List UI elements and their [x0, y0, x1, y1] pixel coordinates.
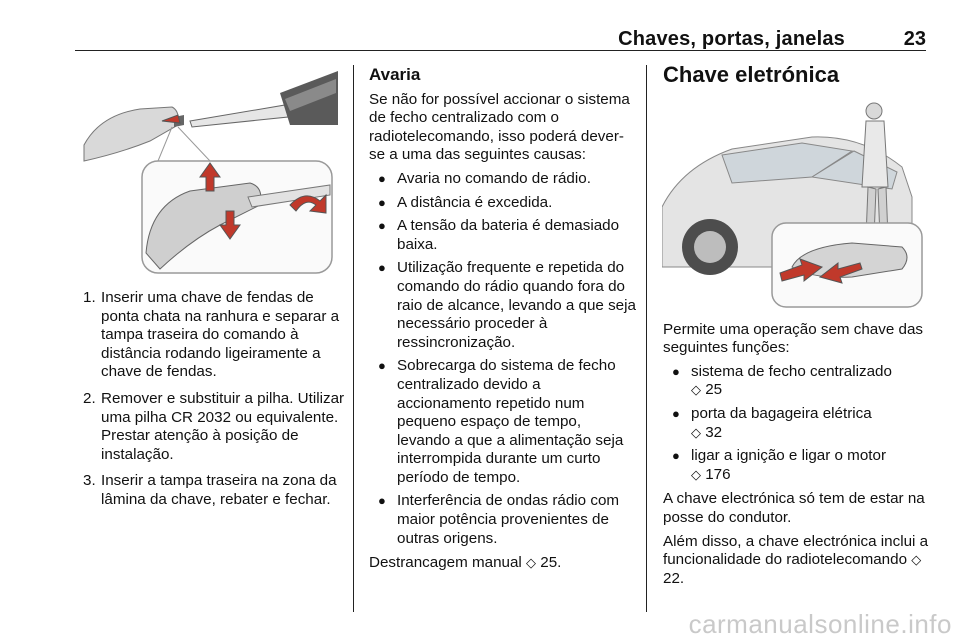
- header-divider: [75, 50, 926, 51]
- steps-list: [83, 289, 345, 510]
- reference-arrow-icon: ◇: [691, 382, 701, 398]
- column-divider-right: [646, 65, 647, 612]
- bullet-icon: ●: [672, 363, 680, 379]
- list-item: [369, 217, 637, 254]
- list-item-text: porta da bagageira elétrica: [691, 404, 872, 422]
- section-heading: Avaria: [369, 65, 421, 84]
- paragraph: A chave electrónica só tem de estar na posse do condutor.: [663, 490, 925, 526]
- list-item: [663, 447, 933, 484]
- bullet-icon: ●: [378, 358, 386, 374]
- reference-link[interactable]: [691, 466, 933, 485]
- step-number: 3.: [83, 472, 96, 490]
- list-item: [369, 259, 637, 352]
- intro-paragraph: Permite uma operação sem chave das seguintes funções:: [663, 320, 924, 357]
- bullet-icon: ●: [378, 260, 386, 276]
- list-item-text: Interferência de ondas rádio com maior potência provenientes de outras origens.: [397, 492, 620, 547]
- electronic-key-section: [663, 62, 933, 593]
- paragraph-text: Além disso, a chave electrónica inclui a funcionalidade do radiotelecomando: [663, 532, 929, 569]
- intro-paragraph: Se não for possível accionar o sistema de fecho centralizado com o radiotelecomando, isso poderá dever-se a uma das seguintes causas:: [369, 90, 630, 164]
- paragraph: [663, 533, 933, 589]
- cross-reference: [369, 554, 637, 573]
- section-heading: Chave eletrónica: [663, 62, 840, 87]
- list-item-text: A distância é excedida.: [397, 193, 553, 211]
- step-number: 2.: [83, 389, 96, 407]
- list-item: [369, 170, 637, 189]
- figure-spacer: [663, 89, 933, 321]
- list-item: [663, 363, 933, 400]
- reference-page[interactable]: 25.: [540, 554, 562, 572]
- bullet-icon: ●: [378, 194, 386, 210]
- cross-reference-text: Destrancagem manual: [369, 554, 522, 572]
- page-number: 23: [903, 28, 926, 50]
- list-item-text: Sobrecarga do sistema de fecho centralizado devido a accionamento repetido num pequeno espaço de tempo, levando a que a alimentação seja interrompida durante um curto período de tempo.: [397, 357, 624, 486]
- reference-link[interactable]: [691, 381, 933, 400]
- reference-page[interactable]: 22.: [663, 569, 685, 587]
- list-item: [369, 492, 637, 548]
- battery-replacement-steps: [83, 289, 345, 518]
- bullet-icon: ●: [378, 170, 386, 186]
- step-text: Inserir uma chave de fendas de ponta chata na ranhura e separar a tampa traseira do comando à distância rodando ligeiramente a chave de fendas.: [101, 289, 340, 381]
- column-divider-left: [353, 65, 354, 612]
- step-number: 1.: [83, 289, 96, 306]
- functions-list: [663, 363, 933, 485]
- list-item: [83, 472, 345, 509]
- list-item: [83, 390, 345, 464]
- list-item-text: Avaria no comando de rádio.: [397, 169, 591, 187]
- reference-link[interactable]: [691, 424, 933, 443]
- reference-page: 25: [705, 381, 723, 399]
- list-item-text: sistema de fecho centralizado: [691, 362, 892, 380]
- fault-section: [369, 66, 637, 578]
- reference-arrow-icon: ◇: [691, 424, 701, 440]
- step-text: Inserir a tampa traseira na zona da lâmina da chave, rebater e fechar.: [101, 472, 337, 508]
- list-item: [83, 289, 345, 382]
- list-item: [369, 194, 637, 213]
- key-fob-screwdriver-illustration: [80, 65, 340, 277]
- reference-arrow-icon: ◇: [911, 552, 922, 568]
- list-item: [369, 357, 637, 487]
- bullet-icon: ●: [672, 448, 680, 464]
- list-item-text: Utilização frequente e repetida do comando do rádio quando fora do raio de alcance, levando a que seja necessário proceder à ressincronização.: [397, 259, 636, 351]
- causes-list: [369, 170, 637, 548]
- list-item-text: A tensão da bateria é demasiado baixa.: [397, 217, 620, 253]
- reference-arrow-icon: ◇: [691, 466, 701, 482]
- watermark: carmanualsonline.info: [688, 609, 952, 639]
- page-section-title: Chaves, portas, janelas: [618, 28, 845, 50]
- bullet-icon: ●: [378, 218, 386, 234]
- list-item: [663, 405, 933, 442]
- bullet-icon: ●: [378, 493, 386, 509]
- reference-page: 176: [705, 465, 731, 483]
- list-item-text: ligar a ignição e ligar o motor: [691, 447, 887, 465]
- bullet-icon: ●: [672, 405, 680, 421]
- reference-arrow-icon: ◇: [526, 555, 537, 571]
- step-text: Remover e substituir a pilha. Utilizar uma pilha CR 2032 ou equivalente. Prestar atenção à posição de instalação.: [101, 389, 345, 463]
- reference-page: 32: [705, 423, 723, 441]
